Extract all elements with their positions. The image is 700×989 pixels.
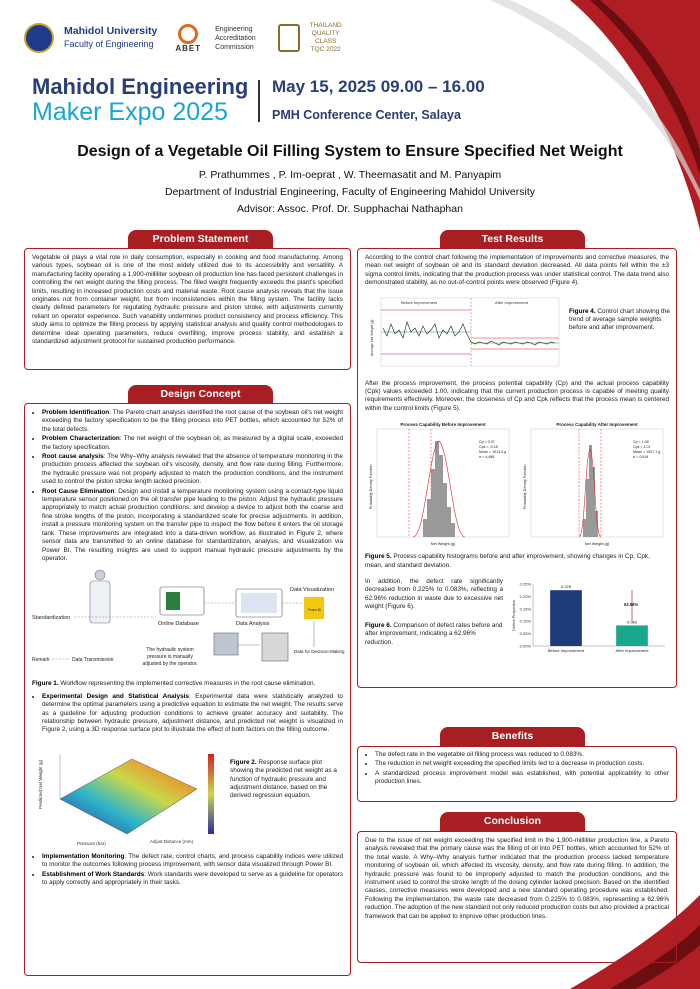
design-item: • Problem Characterization: The net weight of the soybean oil, as measured by a digital scale, exceeded the factory specification. (42, 435, 343, 452)
workflow-powerbi: Power BI (308, 608, 321, 613)
bar-y-label: Defect Proportion (511, 599, 516, 632)
design-item: • Experimental Design and Statistical Analysis: Experimental data were statistically analyzed to determine the optimal parameters using a predictive equation to estimate the net weight. The results serve as a guideline for adjusting production conditions to achieve greater accuracy and suitability. The relationship between hydraulic pressure, adjustment distance, and predicted net weight is visualized in Figure 2, using a 3D response surface plot to illustrate the effect of both factors on the filling outcome. (42, 693, 343, 735)
tqc-text: THAILAND QUALITY CLASS TQC 2022 (309, 22, 342, 53)
fig2-axis-z: Predicted Net Weight (g) (38, 759, 43, 809)
mahidol-seal-icon (24, 23, 54, 53)
problem-heading: Problem Statement (128, 230, 273, 249)
cc-before-label: Before Improvement (401, 299, 438, 305)
benefit-item: • The defect rate in the vegetable oil filling process was reduced to 0.083%. (375, 751, 669, 759)
capability-histograms (365, 419, 669, 551)
figure-4-block (365, 294, 669, 376)
hist-after-xlabel: Net Weight (g) (584, 542, 610, 547)
design-item: • Problem Identification: The Pareto chart analysis identified the root cause of the soybean oil's net weight exceeding the factory specification to be the filling process into PET bottles, which accounted for 52% of the total defects. (42, 409, 343, 434)
results-para-2: After the process improvement, the process potential capability (Cp) and the actual process capability (Cpk) values exceeded 1.00, indicating that the current production process is capable of meeting quality requirements effectively. Moreover, the closeness of Cp and Cpk reflects that the process mean is centered within the control limits (Figure 5). (365, 379, 669, 412)
benefit-item: • The reduction in net weight exceeding the specified limits led to a decrease in production costs. (375, 760, 669, 768)
hist-after-title: Process Capability After Improvement (556, 422, 638, 428)
hist-before-bar (439, 455, 443, 537)
hist-before-ylabel: Probability Density Function (369, 464, 373, 510)
paper-authors: P. Prathummes , P. Im-oeprat , W. Theemasatit and M. Panyapim (198, 169, 502, 181)
header-divider (258, 80, 260, 122)
figure-5-caption: Figure 5. Process capability histograms before and after improvement, showing changes in Cp, Cpk, mean, and standard deviation. (365, 553, 650, 569)
benefits-heading: Benefits (440, 727, 585, 746)
hist-after-cp: Cp = 1.08 (633, 440, 649, 445)
filling-machine-image (262, 633, 288, 661)
fig2-axis-y: Adjust Distance (mm) (150, 838, 194, 844)
cc-after-label: After Improvement (495, 299, 528, 305)
defect-category-label: After Improvement (615, 648, 649, 654)
design-list-3 (32, 853, 343, 888)
expo-title-line1: Mahidol Engineering (32, 74, 249, 99)
benefits-box (357, 746, 677, 802)
abet-ring-icon (178, 24, 198, 44)
control-chart (365, 294, 563, 376)
hist-after-cpk: Cpk = 1.01 (633, 445, 651, 450)
workflow-standardization: Standardization (32, 615, 71, 622)
hist-before-sigma: σ = 4.488 (479, 455, 495, 460)
hist-before-title: Process Capability Before Improvement (400, 422, 486, 428)
reduction-label: 62.96% (624, 601, 639, 607)
workflow-manual-2: pressure is manually (147, 654, 193, 661)
hist-before-bar (427, 499, 431, 537)
figure-2-caption: Figure 2. Response surface plot showing the predicted net weight as a function of hydraulic pressure and adjustment distance, based on the derived regression equation. (230, 758, 337, 800)
problem-text: Vegetable oil plays a vital role in daily consumption, especially in cooking and food manufacturing. Among various types, soybean oil is one of the most widely utilized due to its accessibility and versatility. A manufacturing facility operating a 1,900-milliliter soybean oil production line has faced persistent challenges in controlling the net weight during the filling process. The filled weight frequently exceeds the plant's specified limits, resulting in increased production costs and material waste. Root cause analysis reveals that the issue originates not from container weight, but from inconsistencies within the filling system. The facility lacks clearly defined parameters for regulating hydraulic pressure and piston stroke, with adjustments currently reliant on operator experience. Such variability undermines product consistency and process efficiency. This study aims to optimize the filling process by applying statistical analysis and quality control methodologies to determine ideal operating parameters, reduce overfilling, improve process stability, and establish a standardized adjustment protocol for sustained production performance. (32, 254, 343, 346)
workflow-data-tx: Data Transmission (72, 657, 114, 664)
benefit-item: • A standardized process improvement model was established, with potential applicability to other production lines. (375, 770, 669, 787)
bar-y-tick: 0.05% (519, 631, 531, 637)
bar-y-tick: 0.15% (519, 606, 531, 612)
figure-1-caption: Figure 1. Workflow representing the implemented corrective measures in the root cause elimination. (32, 680, 316, 688)
workflow-data-analysis: Data Analysis (236, 621, 270, 628)
gauge-image (95, 570, 105, 580)
hist-after (523, 422, 663, 546)
figure-2-block (32, 739, 343, 851)
bar-y-tick: 0.10% (519, 618, 531, 624)
hist-before-bar (443, 483, 447, 537)
workflow-decision: Data for Decision-Making (294, 649, 345, 655)
hist-before-bar (435, 441, 439, 537)
hist-before-xlabel: Net Weight (g) (430, 542, 456, 547)
problem-box (24, 248, 351, 370)
hist-after-mean: Mean = 1907.1 g (633, 450, 661, 455)
hist-before (369, 422, 509, 546)
surface-mesh (60, 759, 197, 834)
paper-advisor: Advisor: Assoc. Prof. Dr. Supphachai Nathaphan (237, 203, 463, 215)
design-list-1 (32, 409, 343, 563)
hist-after-bar (586, 479, 589, 537)
results-box (357, 248, 677, 688)
response-surface-plot (32, 739, 222, 851)
logo-row (24, 18, 342, 58)
hist-after-ylabel: Probability Density Function (523, 464, 527, 510)
results-para-1: According to the control chart following the implementation of improvements and corrective measures, the mean net weight of soybean oil and its standard deviation decreased. All data points fell within the ±3 sigma control limits, indicating that the production process was under statistical control. The data trend also demonstrated stability, as no out-of-control points were observed (Figure 4). (365, 254, 669, 287)
cc-ylabel: Average Net Weight (g) (370, 319, 374, 356)
workflow-diagram (32, 567, 345, 677)
design-item: • Root Cause Elimination: Design and install a temperature monitoring system using a contact-type liquid temperature sensor positioned on the oil transfer pipe leading to the piston. Adjust the hydraulic pressure appropriately to match actual production conditions, and develop a device to adjust both the coarse and fine stroke lengths of the piston, incorporating a standardized scale for precise adjustments. In addition, install a pressure monitoring system on the transfer pipe to inspect the flow before it enters the oil storage tank. These improvements are integrated into a data-driven workflow, as illustrated in Figure 2, where sensor data are transmitted to an online database for standardization, analysis, and visualization via Power BI. The resulting insights are used to support manual hydraulic pressure adjustments by the operator. (42, 488, 343, 564)
event-date: May 15, 2025 09.00 – 16.00 (272, 77, 485, 96)
conclusion-text: Due to the issue of net weight exceeding the specified limit in the 1,900-milliliter production line, a Pareto analysis revealed that the primary cause was the filling of oil into PET bottles, which accounted for 52% of the total waste. A Why–Why analysis further indicated that the production process lacked temperature monitoring of soybean oil, which affected its viscosity, density, and flow rate during filling. In addition, the hydraulic pressure was found to be improperly adjusted to match the production conditions, and the instrument used to control the stroke length of the dosing cylinder lacked precision. Based on the identified causes, corrective measures were developed and a new standard operating procedure was established. Following the implementation, the waste rate decreased from 0.225% to 0.083%, representing a 62.96% reduction. The adoption of the new standard not only reduced production costs but also provided a practical framework that can be applied to improve other production lines. (365, 837, 669, 920)
conclusion-box (357, 831, 677, 963)
workflow-online-db: Online Database (158, 621, 199, 628)
tqc-logo (278, 24, 300, 52)
hist-before-bar (431, 469, 435, 537)
hist-after-bar (589, 445, 592, 537)
abet-logo: ABET (175, 24, 201, 53)
bar-y-tick: 0.25% (519, 581, 531, 587)
hydraulic-unit-image (214, 633, 238, 655)
hist-before-cpk: Cpk = -0.18 (479, 445, 498, 450)
event-venue: PMH Conference Center, Salaya (272, 108, 461, 122)
figure-4-caption: Figure 4. Control chart showing the trend of average sample weights before and after improvement. (569, 307, 670, 332)
hist-before-bar (423, 519, 427, 537)
laptop-screen-icon (241, 593, 277, 613)
hist-before-mean: Mean = 1913.6 g (479, 450, 507, 455)
defect-value-label: 0.225 (560, 584, 572, 590)
defect-bar (616, 625, 648, 646)
workflow-manual-3: adjusted by the operator. (142, 661, 198, 668)
abet-description: Engineering Accreditation Commission (215, 25, 256, 51)
defect-category-label: Before Improvement (547, 648, 585, 654)
hist-before-bar (451, 523, 455, 537)
design-item: • Implementation Monitoring: The defect rate, control charts, and process capability indices were utilized to monitor the outcomes following process improvement, with sensor data visualized through Power BI. (42, 853, 343, 870)
benefits-list (365, 751, 669, 787)
workflow-remark: Remark (32, 657, 50, 664)
expo-title-line2: Maker Expo 2025 (32, 98, 228, 126)
hist-before-cp: Cp = 0.37 (479, 440, 495, 445)
figure-6-block (365, 578, 669, 658)
design-list-2 (32, 693, 343, 735)
fig2-axis-x: Pressure (bar) (77, 840, 106, 846)
spreadsheet-icon (166, 592, 180, 610)
defect-bar (550, 590, 582, 646)
workflow-data-viz: Data Visualization (290, 587, 334, 594)
mahidol-logo-text: Mahidol University Faculty of Engineering (64, 25, 158, 49)
design-heading: Design Concept (128, 385, 273, 404)
paper-department: Department of Industrial Engineering, Faculty of Engineering Mahidol University (164, 186, 536, 198)
design-item: • Root cause analysis: The Why–Why analysis revealed that the absence of temperature monitoring in the production process affected the soybean oil's viscosity, density, and flow rate during filling. Furthermore, the hydraulic pressure was not properly adjusted to match the production conditions, and the instrument used to control the piston stroke length lacked precision. (42, 453, 343, 487)
hist-before-bar (447, 507, 451, 537)
design-box (24, 403, 351, 976)
figure-6-caption: Figure 6. Comparison of defect rates before and after improvement, indicating a 62.96% reduction. (365, 622, 503, 646)
bar-y-tick: 0.20% (519, 593, 531, 599)
defect-value-label: 0.083 (626, 619, 638, 625)
tqc-badge-icon (278, 24, 300, 52)
workflow-manual-1: The hydraulic system (146, 647, 194, 654)
hist-after-sigma: σ = 0.618 (633, 455, 649, 460)
results-heading: Test Results (440, 230, 585, 249)
paper-title: Design of a Vegetable Oil Filling System to Ensure Specified Net Weight (77, 143, 623, 160)
hist-after-bar (583, 519, 586, 537)
conclusion-heading: Conclusion (440, 812, 585, 831)
defect-rate-chart (509, 578, 669, 658)
results-para-3: In addition, the defect rate significantly decreased from 0.225% to 0.083%, reflecting a 62.96% reduction in waste due to excessive net weight (Figure 6). (365, 578, 503, 611)
colorbar (208, 754, 214, 834)
figure-5-block (365, 419, 669, 551)
bar-y-tick: 0.00% (519, 643, 531, 649)
design-item: • Establishment of Work Standards: Work standards were developed to serve as a guideline for operators to apply correctly and appropriately in their tasks. (42, 871, 343, 888)
